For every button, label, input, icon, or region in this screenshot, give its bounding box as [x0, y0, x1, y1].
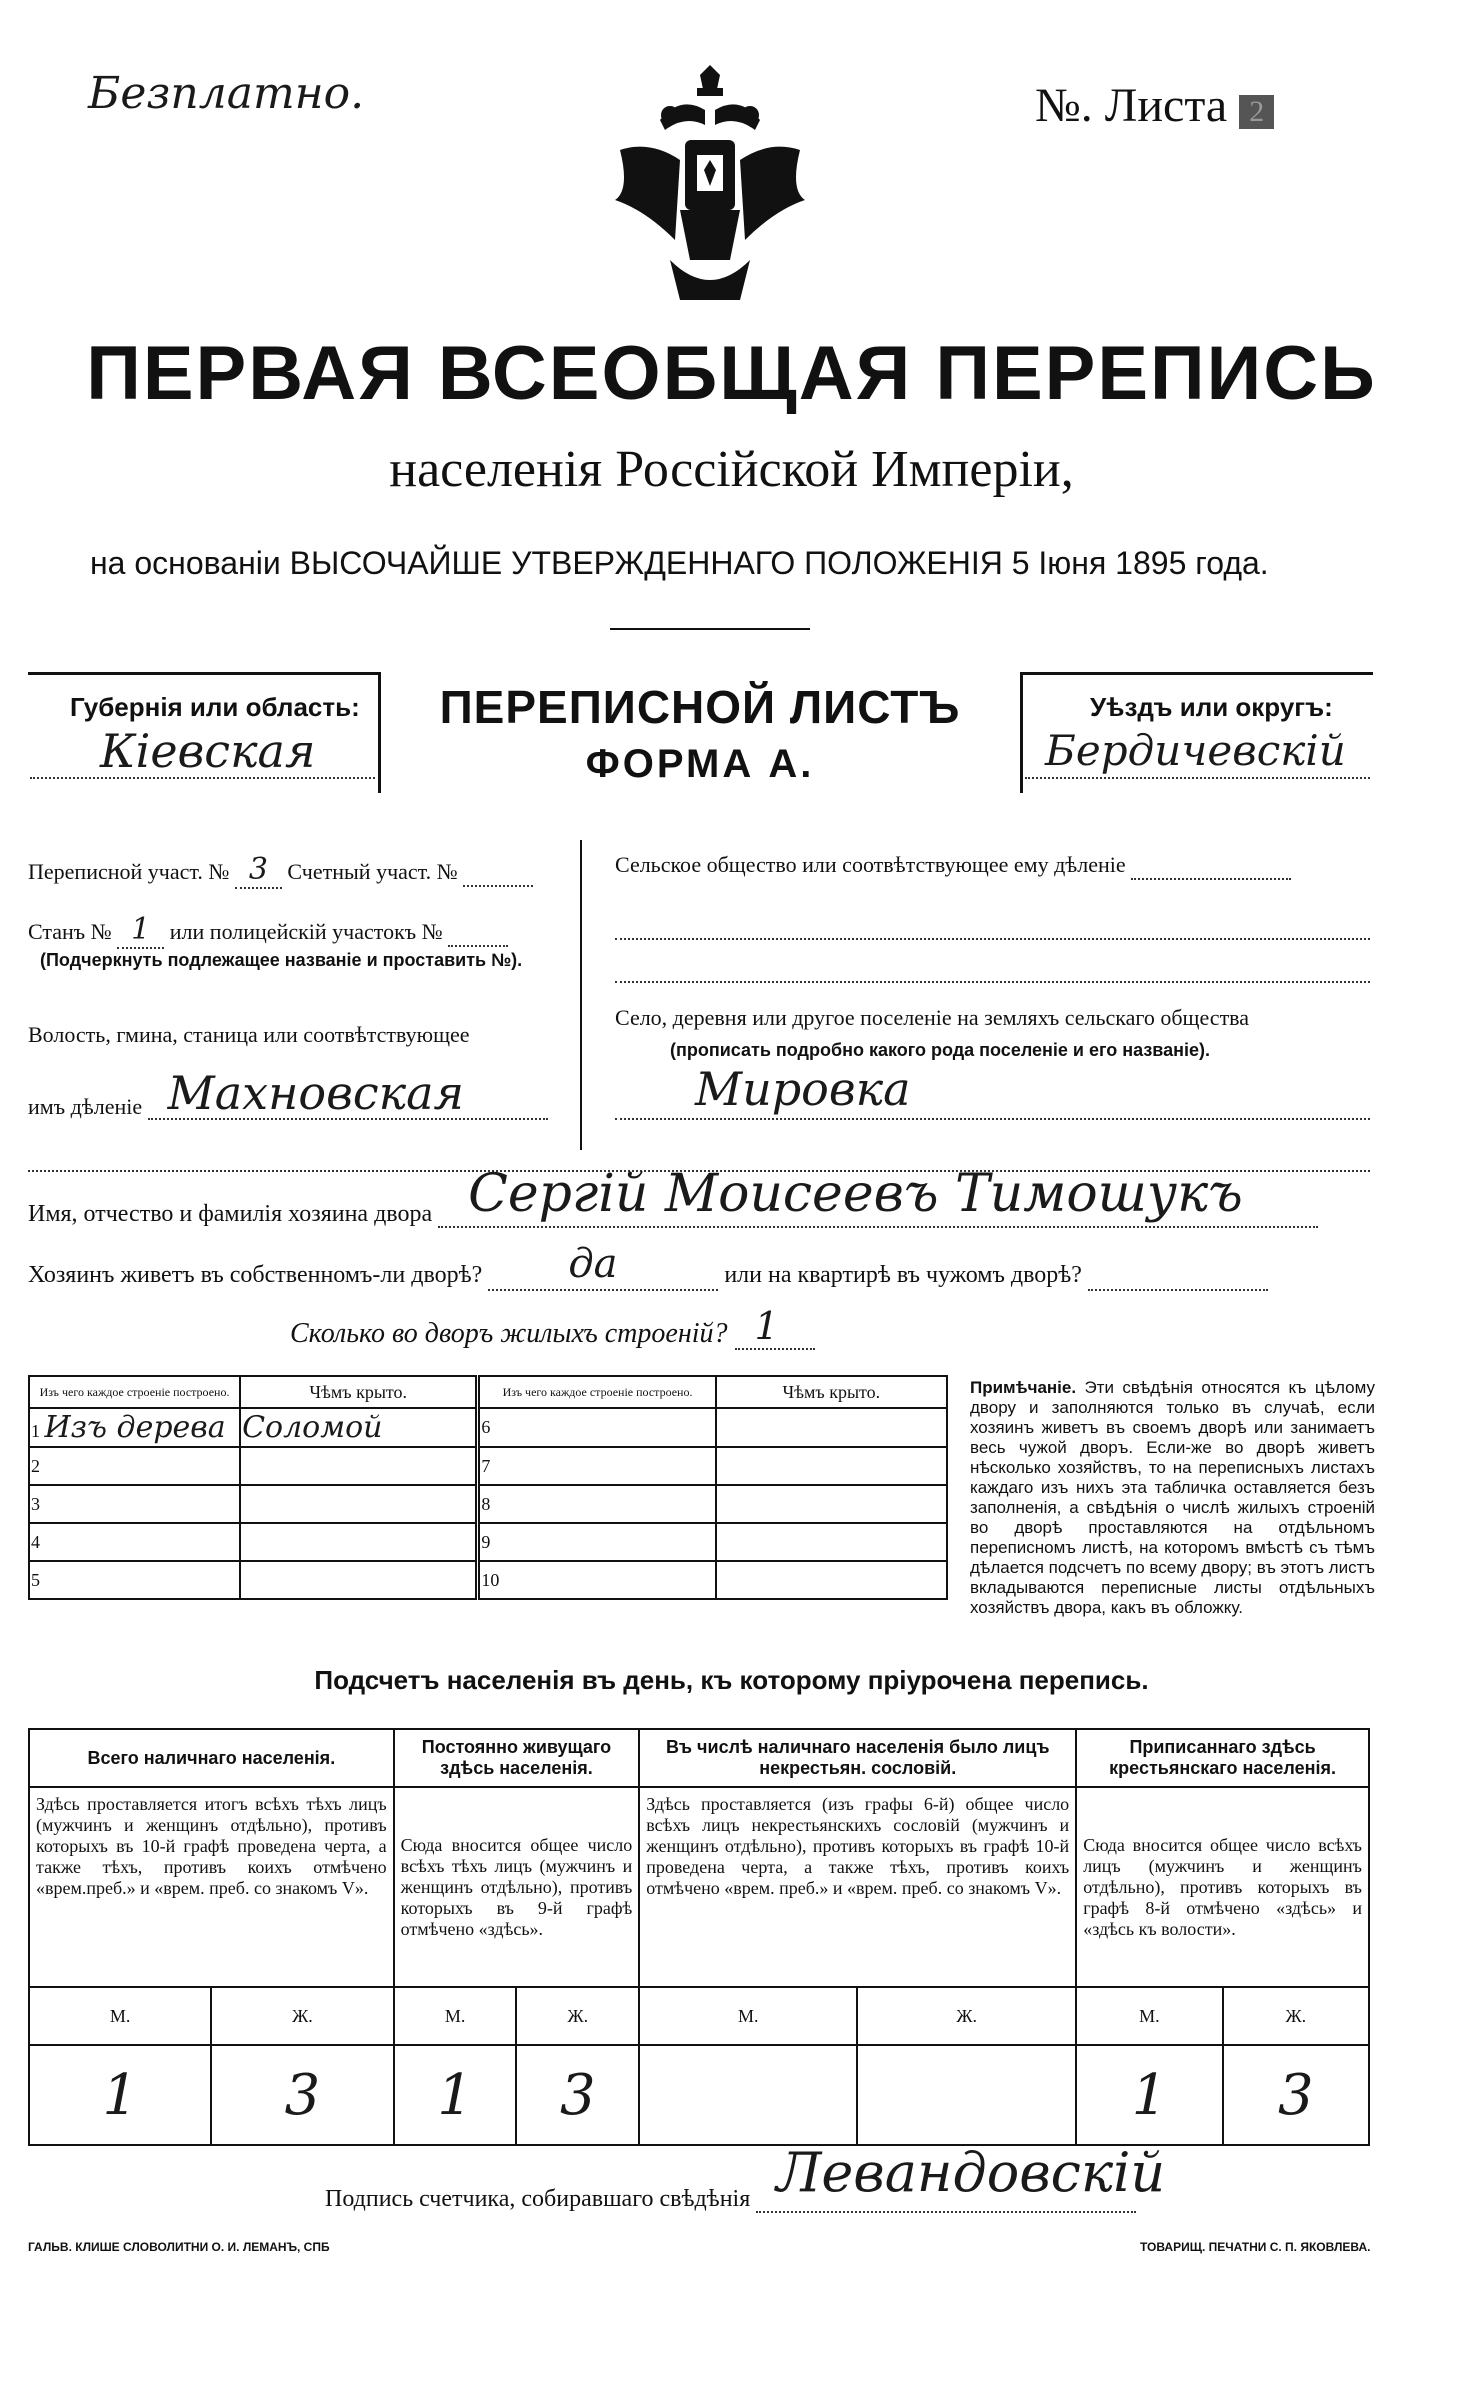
table-row — [29, 1485, 947, 1523]
zh-label: Ж. — [516, 1987, 639, 2045]
page-subtitle: населенія Россійской Имперіи, — [389, 441, 1074, 498]
schetny-field[interactable] — [463, 859, 533, 887]
footer-left: ГАЛЬВ. КЛИШЕ СЛОВОЛИТНИ О. И. ЛЕМАНЪ, СПБ — [28, 2240, 330, 2254]
note-title: Примѣчаніе. — [970, 1378, 1077, 1397]
basis-line: на основаніи ВЫСОЧАЙШЕ УТВЕРЖДЕННАГО ПОЛОЖЕНІЯ 5 Іюня 1895 года. — [90, 545, 1269, 581]
population-table — [28, 1728, 1370, 2146]
buildings-label: Сколько во дворъ жилыхъ строеній? — [290, 1318, 728, 1349]
peasant-m-value[interactable]: 1 — [1076, 2045, 1222, 2145]
signature-label: Подпись счетчика, собиравшаго свѣдѣнія — [325, 2186, 751, 2212]
noncrest-m-value[interactable] — [639, 2045, 857, 2145]
m-label: М. — [1076, 1987, 1222, 2045]
population-title: Подсчетъ населенія въ день, къ которому пріурочена перепись. — [314, 1665, 1149, 1695]
material-header-right: Изъ чего каждое строеніе построено. — [478, 1376, 716, 1408]
total-m-value[interactable]: 1 — [29, 2045, 211, 2145]
society-row — [615, 852, 1291, 880]
uchastok-row — [28, 852, 533, 887]
form-subtitle: ФОРМА А. — [585, 742, 815, 786]
total-zh-value[interactable]: 3 — [211, 2045, 393, 2145]
col-head-total: Всего наличнаго населенія. — [29, 1729, 394, 1787]
zh-label: Ж. — [211, 1987, 393, 2045]
form-title: ПЕРЕПИСНОЙ ЛИСТЪ — [439, 681, 961, 733]
row-number: 9 — [481, 1531, 491, 1552]
volost-label-2: имъ дѣленіе — [28, 1094, 143, 1119]
uchastok-value[interactable]: 3 — [235, 852, 282, 889]
buildings-row — [290, 1304, 815, 1350]
col-head-noncrest: Въ числѣ наличнаго населенія было лицъ некрестьян. сословій. — [639, 1729, 1076, 1787]
buildings-value: 1 — [754, 1304, 779, 1348]
society-field-3[interactable] — [615, 955, 1370, 983]
note-text: Эти свѣдѣнія относятся къ цѣлому двору и заполняются только въ случаѣ, если хозяинъ живетъ въ своемъ дворѣ или занимаетъ весь чужой дворъ. Если-же во дворѣ живетъ нѣсколько хозяйствъ, то на переписныхъ листахъ каждаго изъ нихъ эта табличка оставляется безъ заполненія, а свѣдѣнія о числѣ жилыхъ строеній во дворѣ проставляются на отдѣльномъ переписномъ листѣ, на которомъ вмѣстѣ съ тѣмъ дѣлается подсчетъ по всему двору; въ этотъ листъ вкладываются переписные листы отдѣльныхъ хозяйствъ двора, какъ въ обложку. — [970, 1378, 1375, 1617]
owner-lives-row — [28, 1241, 1268, 1291]
row-number: 8 — [481, 1493, 491, 1514]
stan-row — [28, 912, 508, 947]
m-label: М. — [639, 1987, 857, 2045]
underline-note: (Подчеркнуть подлежащее названіе и проставить №). — [40, 950, 523, 970]
police-field[interactable] — [448, 919, 508, 947]
signature-value: Левандовскій — [776, 2141, 1166, 2204]
volost-field[interactable] — [148, 1066, 548, 1120]
noncrest-zh-value[interactable] — [857, 2045, 1076, 2145]
lives-rent-label: или на квартирѣ въ чужомъ дворѣ? — [724, 1262, 1082, 1288]
stan-label: Станъ № — [28, 919, 112, 944]
selo-note: (прописать подробно какого рода поселеніе и его названіе). — [670, 1040, 1211, 1060]
row-number: 2 — [31, 1455, 40, 1476]
material-header: Изъ чего каждое строеніе построено. — [29, 1376, 240, 1408]
schetny-label: Счетный участ. № — [287, 859, 458, 884]
m-label: М. — [394, 1987, 517, 2045]
lives-own-label: Хозяинъ живетъ въ собственномъ-ли дворѣ? — [28, 1262, 483, 1288]
owner-name-field[interactable] — [438, 1164, 1318, 1228]
col-desc-noncrest: Здѣсь проставляется (изъ графы 6-й) общее число всѣхъ лицъ некрестьянскихъ сословій (мужчинъ и женщинъ отдѣльно), противъ которыхъ въ графѣ 10-й проведена черта, а также тѣхъ, противъ коихъ отмѣчено «врем. преб.» и «врем. преб. со знакомъ V». — [639, 1787, 1076, 1987]
buildings-table — [28, 1375, 948, 1600]
lives-own-field[interactable] — [488, 1241, 718, 1291]
sheet-number-label — [1035, 78, 1274, 133]
m-label: М. — [29, 1987, 211, 2045]
col-desc-permanent: Сюда вносится общее число всѣхъ тѣхъ лицъ (мужчинъ и женщинъ отдѣльно), противъ которыхъ въ 9-й графѣ отмѣчено «здѣсь». — [394, 1787, 640, 1987]
coat-of-arms-icon — [600, 60, 820, 310]
volost-row — [28, 1066, 548, 1120]
gubernia-field[interactable] — [30, 724, 375, 779]
col-head-permanent: Постоянно живущаго здѣсь населенія. — [394, 1729, 640, 1787]
selo-field[interactable] — [615, 1062, 1370, 1120]
volost-label: Волость, гмина, станица или соотвѣтствующее — [28, 1022, 470, 1047]
col-desc-total: Здѣсь проставляется итогъ всѣхъ тѣхъ лицъ (мужчинъ и женщинъ отдѣльно), противъ которыхъ въ 10-й графѣ проведена черта, а также тѣхъ, противъ коихъ отмѣчено «врем.преб.» и «врем. преб. со знакомъ V». — [29, 1787, 394, 1987]
permanent-zh-value[interactable]: 3 — [516, 2045, 639, 2145]
permanent-m-value[interactable]: 1 — [394, 2045, 517, 2145]
row-number: 1 — [31, 1421, 40, 1441]
col-head-peasant: Приписаннаго здѣсь крестьянскаго населенія. — [1076, 1729, 1369, 1787]
sheet-number-text: №. Листа — [1035, 79, 1228, 132]
zh-label: Ж. — [1223, 1987, 1369, 2045]
selo-value: Мировка — [695, 1062, 911, 1116]
uezd-value: Бердичевскій — [1045, 726, 1346, 775]
table-row — [29, 1447, 947, 1485]
uezd-field[interactable] — [1025, 726, 1370, 779]
footer-right: ТОВАРИЩ. ПЕЧАТНИ С. П. ЯКОВЛЕВА. — [1140, 2240, 1371, 2254]
ornament-divider — [610, 628, 810, 630]
col-desc-peasant: Сюда вносится общее число всѣхъ лицъ (мужчинъ и женщинъ отдѣльно), противъ которыхъ въ графѣ 8-й отмѣчено «здѣсь» и «здѣсь къ волости». — [1076, 1787, 1369, 1987]
page-title: ПЕРВАЯ ВСЕОБЩАЯ ПЕРЕПИСЬ — [86, 331, 1377, 416]
vertical-divider — [580, 840, 582, 1150]
lives-rent-field[interactable] — [1088, 1262, 1268, 1291]
row-number: 7 — [481, 1455, 491, 1476]
buildings-field[interactable] — [735, 1304, 815, 1350]
sheet-number-stamp: 2 — [1239, 95, 1274, 129]
roof-value: Соломой — [242, 1410, 383, 1445]
table-row — [29, 1561, 947, 1599]
owner-name-value: Сергій Моисеевъ Тимошукъ — [468, 1164, 1243, 1224]
row-number: 3 — [31, 1493, 40, 1514]
table-row — [29, 1523, 947, 1561]
selo-label: Село, деревня или другое поселеніе на земляхъ сельскаго общества — [615, 1005, 1250, 1030]
society-field[interactable] — [1131, 852, 1291, 880]
zh-label: Ж. — [857, 1987, 1076, 2045]
volost-value: Махновская — [167, 1066, 464, 1120]
lives-own-value: да — [568, 1241, 618, 1287]
peasant-zh-value[interactable]: 3 — [1223, 2045, 1369, 2145]
society-label: Сельское общество или соотвѣтствующее ему дѣленіе — [615, 852, 1126, 877]
note-block — [970, 1378, 1375, 1618]
owner-name-label: Имя, отчество и фамилія хозяина двора — [28, 1201, 433, 1227]
uchastok-label: Переписной участ. № — [28, 859, 230, 884]
roof-header-right: Чѣмъ крыто. — [716, 1376, 947, 1408]
signature-field[interactable] — [756, 2141, 1166, 2213]
row-number: 4 — [31, 1531, 40, 1552]
uezd-label: Уѣздъ или округъ: — [1090, 692, 1333, 722]
table-row — [29, 1408, 947, 1447]
gubernia-label: Губернія или область: — [70, 692, 360, 722]
stan-value[interactable]: 1 — [117, 912, 164, 949]
row-number: 5 — [31, 1569, 40, 1590]
signature-row — [325, 2141, 1166, 2213]
police-label: или полицейскій участокъ № — [169, 919, 443, 944]
free-label: Безплатно. — [88, 68, 365, 119]
row-number: 10 — [481, 1569, 500, 1590]
gubernia-value: Кіевская — [100, 724, 316, 778]
society-field-2[interactable] — [615, 912, 1370, 940]
roof-header: Чѣмъ крыто. — [240, 1376, 478, 1408]
row-number: 6 — [481, 1417, 491, 1437]
owner-name-row — [28, 1164, 1318, 1228]
material-value: Изъ дерева — [44, 1410, 226, 1445]
